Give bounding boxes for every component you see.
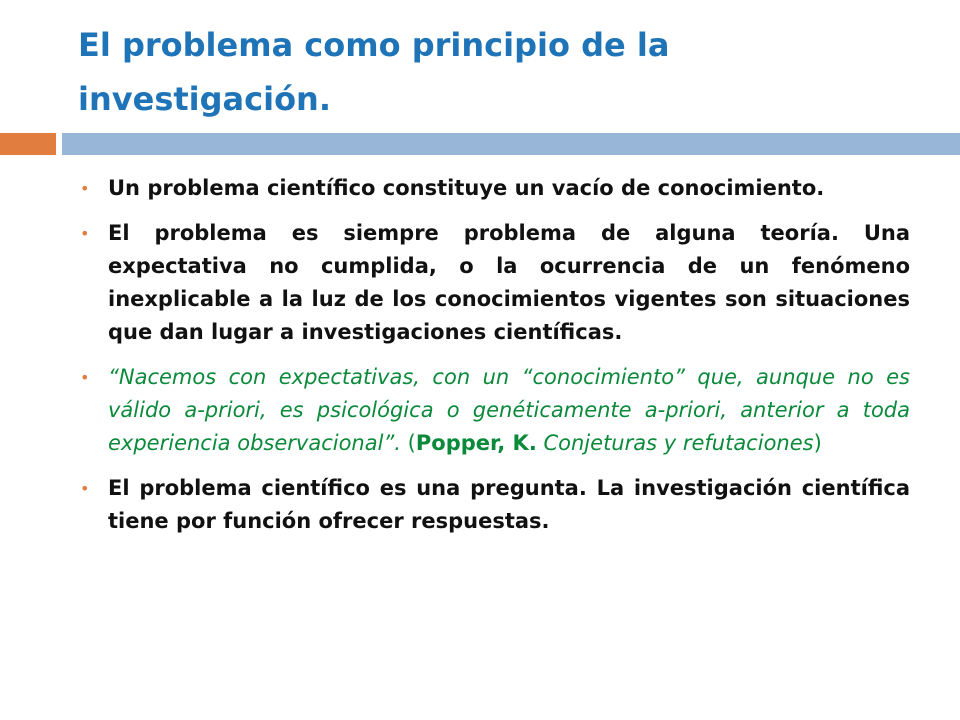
bullet-text-2: El problema es siempre problema de alguna teoría. Una expectativa no cumplida, o la ocurrencia de un fenómeno inexplicable a la luz de los conocimientos vigentes son situaciones que dan lugar a investigaciones científicas. bbox=[108, 221, 910, 344]
bullet-text-4: El problema científico es una pregunta. La investigación científica tiene por función ofrecer respuestas. bbox=[108, 476, 910, 533]
quote-author: Popper, K. bbox=[415, 431, 537, 455]
slide-title-line-1: El problema como principio de la bbox=[78, 26, 670, 64]
bullet-item-1 bbox=[80, 172, 910, 205]
slide-title-line-2: investigación. bbox=[78, 80, 331, 118]
quote-book: Conjeturas y refutaciones bbox=[536, 431, 814, 455]
bullet-item-3 bbox=[80, 361, 910, 460]
bullet-list bbox=[80, 172, 910, 550]
bullet-icon: • bbox=[80, 179, 90, 198]
bullet-item-2 bbox=[80, 217, 910, 349]
bullet-text-1: Un problema científico constituye un vacío de conocimiento. bbox=[108, 176, 825, 200]
bullet-icon: • bbox=[80, 368, 90, 387]
accent-bar-blue bbox=[62, 133, 960, 155]
close-paren: ) bbox=[813, 431, 822, 455]
bullet-icon: • bbox=[80, 479, 90, 498]
bullet-icon: • bbox=[80, 224, 90, 243]
open-paren: ( bbox=[401, 431, 416, 455]
bullet-item-4 bbox=[80, 472, 910, 538]
quote-text: “Nacemos con expectativas, con un “conocimiento” que, aunque no es válido a-priori, es psicológica o genéticamente a-priori, anterior a toda experiencia observacional”. bbox=[108, 365, 910, 455]
slide-title bbox=[78, 18, 918, 126]
accent-bar-orange bbox=[0, 133, 56, 155]
